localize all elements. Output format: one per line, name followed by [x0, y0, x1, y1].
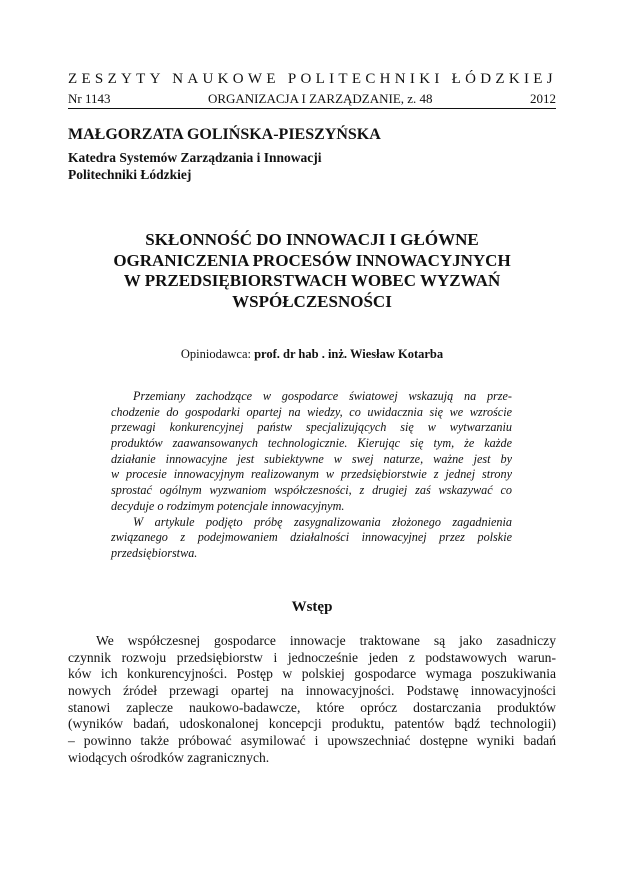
header-divider — [68, 108, 556, 109]
title-line: OGRANICZENIA PROCESÓW INNOWACYJNYCH — [113, 250, 511, 270]
body-line: – powinno także próbować asymilować i upowszechniać dostępne wyniki badań — [68, 733, 556, 749]
abstract-line: W artykule podjęto próbę zasygnalizowania złożonego zagadnienia — [133, 514, 512, 529]
abstract-line: decyduje o rodzimym potencjale innowacyjnym. — [111, 498, 345, 513]
issue-number: Nr 1143 — [68, 91, 111, 106]
title-line: SKŁONNOŚĆ DO INNOWACJI I GŁÓWNE — [145, 230, 479, 249]
paper-title — [68, 230, 556, 312]
abstract — [111, 389, 512, 562]
section-heading: Wstęp — [291, 599, 333, 615]
abstract-line: chodzenie do gospodarki opartej na wiedzy, co uwidacznia się we wzroście — [111, 404, 512, 419]
title-line: W PRZEDSIĘBIORSTWACH WOBEC WYZWAŃ — [123, 271, 501, 290]
reviewer-name: prof. dr hab . inż. Wiesław Kotarba — [254, 347, 444, 361]
issue-year: 2012 — [530, 91, 556, 106]
body-line: stanowi zaplecze naukowo-badawcze, które oprócz dostarczania produktów — [68, 699, 556, 715]
journal-title: ZESZYTY NAUKOWE POLITECHNIKI ŁÓDZKIEJ — [68, 71, 557, 87]
body-line: We współczesnej gospodarce innowacje traktowane są jako zasadniczy — [96, 633, 556, 648]
abstract-line: sprostać ogólnym wyzwaniom współczesności, z drugiej zaś wskazywać co — [111, 483, 512, 498]
abstract-line: w procesie innowacyjnym realizowanym w przedsiębiorstwie z jednej strony — [111, 467, 512, 482]
series-name: ORGANIZACJA I ZARZĄDZANIE, z. 48 — [207, 91, 433, 106]
body-line: (wyników badań, udoskonalonej koncepcji produktu, patentów bądź technologii) — [68, 716, 556, 732]
author-name: MAŁGORZATA GOLIŃSKA-PIESZYŃSKA — [68, 126, 381, 143]
abstract-line: przedsiębiorstwa. — [111, 545, 198, 560]
body-line: czynnik rozwoju przedsiębiorstw i jednocześnie jeden z podstawowych warun- — [68, 649, 556, 665]
body-line: nowych źródeł przewagi opartej na innowacyjności. Podstawę innowacyjności — [68, 683, 556, 699]
affiliation-line: Politechniki Łódzkiej — [68, 167, 192, 182]
abstract-line: przewagi konkurencyjnej państw specjalizujących się w wytwarzaniu — [111, 420, 512, 435]
author-affiliation — [68, 149, 322, 183]
affiliation-line: Katedra Systemów Zarządzania i Innowacji — [68, 150, 322, 165]
body-line: wiodących ośrodków zagranicznych. — [68, 749, 270, 765]
reviewer-label: Opiniodawca: — [180, 347, 255, 361]
abstract-line: działanie innowacyjne jest subiektywne w swej naturze, ważne jest by — [111, 451, 512, 466]
abstract-line: Przemiany zachodzące w gospodarce światowej wskazują na prze- — [133, 389, 512, 403]
reviewer-line — [68, 347, 556, 362]
body-paragraph — [68, 633, 556, 767]
abstract-line: związanego z podejmowaniem działalności innowacyjnej przez polskie — [111, 530, 512, 545]
body-line: ków ich konkurencyjności. Postęp w polskiej gospodarce wymaga poszukiwania — [68, 666, 556, 682]
title-line: WSPÓŁCZESNOŚCI — [232, 291, 392, 311]
issue-header — [68, 91, 556, 106]
abstract-line: produktów zaawansowanych technologicznie. Kierując się tym, że każde — [111, 436, 512, 451]
